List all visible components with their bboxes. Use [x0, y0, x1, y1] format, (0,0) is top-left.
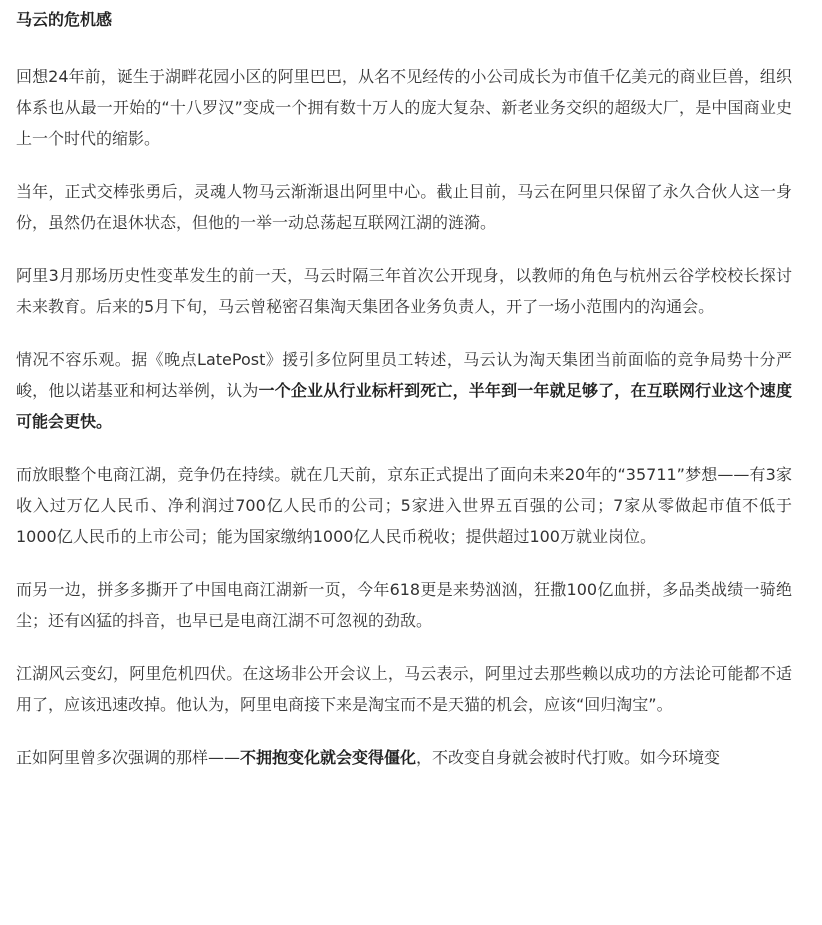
paragraph-text: ，不改变自身就会被时代打败。如今环境变: [416, 748, 721, 767]
paragraph-text: 而放眼整个电商江湖，竞争仍在持续。就在几天前，京东正式提出了面向未来20年的“35711”梦想——有3家收入过万亿人民币、净利润过700亿人民币的公司；5家进入世界五百强的公司；7家从零做起市值不低于1000亿人民币的上市公司；能为国家缴纳1000亿人民币税收；提供超过100万就业岗位。: [16, 465, 792, 546]
paragraph-emphasis: 一个企业从行业标杆到死亡，半年到一年就足够了，在互联网行业这个速度可能会更快。: [16, 381, 792, 431]
paragraph-text: 阿里3月那场历史性变革发生的前一天，马云时隔三年首次公开现身，以教师的角色与杭州云谷学校校长探讨未来教育。后来的5月下旬，马云曾秘密召集淘天集团各业务负责人，开了一场小范围内的沟通会。: [16, 266, 792, 316]
article: [16, 0, 792, 773]
paragraph-emphasis: 不拥抱变化就会变得僵化: [240, 748, 417, 767]
paragraph-text: 当年，正式交棒张勇后，灵魂人物马云渐渐退出阿里中心。截止目前，马云在阿里只保留了永久合伙人这一身份，虽然仍在退休状态，但他的一举一动总荡起互联网江湖的涟漪。: [16, 182, 792, 232]
article-title: 马云的危机感: [16, 10, 113, 29]
paragraph-text: 回想24年前，诞生于湖畔花园小区的阿里巴巴，从名不见经传的小公司成长为市值千亿美元的商业巨兽，组织体系也从最一开始的“十八罗汉”变成一个拥有数十万人的庞大复杂、新老业务交织的超级大厂，是中国商业史上一个时代的缩影。: [16, 67, 792, 148]
paragraph-2: [16, 176, 792, 238]
paragraph-8: [16, 742, 792, 773]
paragraph-6: [16, 574, 792, 636]
paragraph-text: 而另一边，拼多多撕开了中国电商江湖新一页，今年618更是来势汹汹，狂撒100亿血拼，多品类战绩一骑绝尘；还有凶猛的抖音，也早已是电商江湖不可忽视的劲敌。: [16, 580, 792, 630]
paragraph-7: [16, 658, 792, 720]
paragraph-text: 江湖风云变幻，阿里危机四伏。在这场非公开会议上，马云表示，阿里过去那些赖以成功的方法论可能都不适用了，应该迅速改掉。他认为，阿里电商接下来是淘宝而不是天猫的机会，应该“回归淘宝”。: [16, 664, 792, 714]
paragraph-4: [16, 344, 792, 437]
paragraph-1: [16, 61, 792, 154]
paragraph-text: 正如阿里曾多次强调的那样——: [16, 748, 241, 767]
paragraph-3: [16, 260, 792, 322]
paragraph-text: 情况不容乐观。据《晚点LatePost》援引多位阿里员工转述，马云认为淘天集团当前面临的竞争局势十分严峻，他以诺基亚和柯达举例，认为: [16, 350, 792, 400]
paragraph-5: [16, 459, 792, 552]
